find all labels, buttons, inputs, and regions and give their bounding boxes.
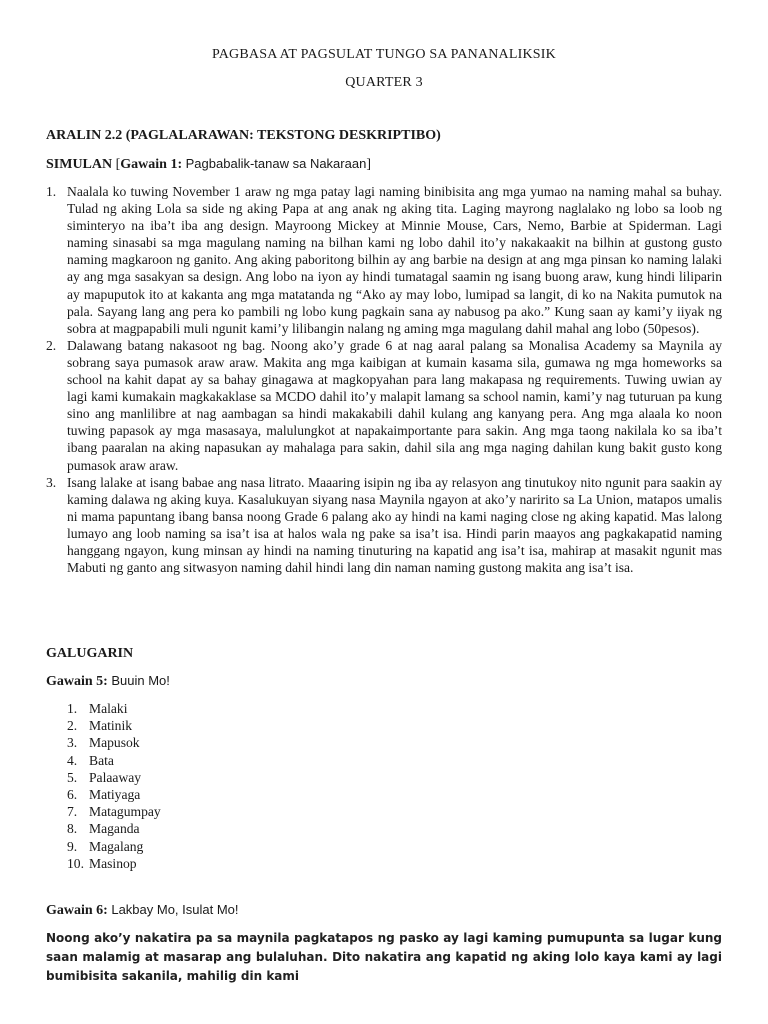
- list-item: [46, 183, 722, 337]
- gawain1-label: Gawain 1:: [120, 157, 183, 172]
- list-item: [46, 474, 722, 577]
- item-number: 5.: [67, 769, 78, 785]
- document-title: PAGBASA AT PAGSULAT TUNGO SA PANANALIKSIK: [212, 47, 556, 62]
- item-text: Mapusok: [89, 735, 140, 751]
- gawain5-title: Buuin Mo!: [111, 673, 170, 688]
- item-number: 3.: [46, 474, 57, 490]
- list-item: [67, 786, 161, 803]
- item-text: Masinop: [89, 855, 137, 871]
- list-item: [67, 838, 161, 855]
- simulan-heading: [46, 156, 722, 173]
- gawain6-heading: [46, 902, 722, 919]
- item-text: Matiyaga: [89, 787, 141, 803]
- galugarin-heading: GALUGARIN: [46, 646, 134, 661]
- bracket-open: [: [115, 157, 121, 172]
- lesson-heading: ARALIN 2.2 (PAGLALARAWAN: TEKSTONG DESKRIPTIBO): [46, 128, 441, 143]
- item-text: Naalala ko tuwing November 1 araw ng mga patay lagi naming binibisita ang mga yumao na naming mahal sa buhay. Tulad ng aking Lola sa side ng aking Papa at ang anak ng aking tita. Laging mayrong naglalako ng lobo sa loob ng siminteryo na iba’t iba ang design. Mayroong Mickey at Minnie Mouse, Cars, Nemo, Barbie at Spiderman. Lagi naming sinasabi sa mga magulang naming na bilhan kami ng lobo dahil ito’y nakakaakit na bilhin at gustong gusto naming magkaroon ng ganito. Ang aking paboritong bilhin ay ang barbie na design at ang mga pinsan ko naming lalaki ay ang mga sasakyan sa design. Ang lobo na iyon ay hindi tumatagal saamin ng isang buong araw, kung hindi liliparin ay mapuputok ito at kakanta ang mga matatanda ng “Ako ay may lobo, lumipad sa langit, di ko na Nakita pumutok na pala. Sayang lang ang pera ko pambili ng lobo kung pagkain sana ay nabusog pa ako.” Kung saan ay kami’y iiyak ng sobra at magpapabili muli ngunit kami’y lilibangin nalang ng aming mga magulang dahil mahal ang lobo (50pesos).: [67, 184, 722, 336]
- item-text: Malaki: [89, 701, 128, 716]
- list-item: [67, 855, 161, 872]
- list-item: [67, 820, 161, 837]
- list-item: [67, 803, 161, 820]
- item-text: Bata: [89, 752, 114, 768]
- item-number: 9.: [67, 838, 78, 854]
- gawain1-title: Pagbabalik-tanaw sa Nakaraan: [185, 156, 367, 171]
- list-item: [67, 734, 161, 751]
- list-item: [67, 700, 161, 717]
- gawain5-heading: [46, 673, 722, 690]
- item-text: Matagumpay: [89, 804, 161, 820]
- item-text: Magalang: [89, 838, 144, 854]
- item-number: 2.: [67, 718, 78, 734]
- item-number: 8.: [67, 821, 78, 837]
- quarter-label: QUARTER 3: [345, 75, 423, 90]
- simulan-label: SIMULAN: [46, 157, 113, 172]
- gawain5-label: Gawain 5:: [46, 674, 108, 689]
- item-number: 1.: [67, 701, 78, 716]
- list-item: [67, 717, 161, 734]
- item-number: 4.: [67, 752, 78, 768]
- essay-list: [46, 183, 722, 576]
- item-number: 1.: [46, 184, 57, 199]
- item-number: 2.: [46, 337, 57, 353]
- item-text: Isang lalake at isang babae ang nasa litrato. Maaaring isipin ng iba ay relasyon ang tinutukoy nito ngunit para saakin ay kaming dalawa ng aking kuya. Kasalukuyan siyang nasa Maynila ngayon at ako’y naririto sa La Union, matapos umalis ni mama papuntang ibang bansa noong Grade 6 palang ako ay hindi na kami naging close ng aking kapatid. Mas lalong lumayo ang loob naming sa isa’t isa at halos wala ng pake sa isa’t isa. Hindi parin maayos ang pagkakapatid naming hanggang ngayon, kung minsan ay hindi na naming tinuturing na kapatid ang isa’t isa, mahirap at masakit ngunit mas Mabuti ng ganto ang sitwasyon naming dahil hindi lang din naman naming gustong makita ang isa’t isa.: [67, 474, 722, 576]
- item-number: 6.: [67, 787, 78, 803]
- list-item: [46, 337, 722, 474]
- item-number: 3.: [67, 735, 78, 751]
- item-text: Maganda: [89, 821, 140, 837]
- word-list: [67, 700, 161, 872]
- bracket-close: ]: [366, 157, 371, 172]
- list-item: [67, 769, 161, 786]
- gawain6-label: Gawain 6:: [46, 903, 108, 918]
- item-number: 10.: [67, 855, 84, 871]
- essay-paragraph: Noong ako’y nakatira pa sa maynila pagkatapos ng pasko ay lagi kaming pumupunta sa lugar kung saan malamig at masarap ang bulaluhan. Dito nakatira ang kapatid ng aking lolo kaya kami ay lagi bumibisita sakanila, mahilig din kami: [46, 931, 722, 983]
- item-text: Matinik: [89, 718, 133, 734]
- item-text: Dalawang batang nakasoot ng bag. Noong ako’y grade 6 at nag aaral palang sa Monalisa Academy sa Maynila ay sobrang saya pumasok araw araw. Makita ang mga kaibigan at kumain kasama sila, gumawa ng mga homeworks sa school na kahit dapat ay sa bahay ginagawa at magkopyahan para lang makapasa ng requirements. Tuwing uwian ay lagi kami kumakain magkakaklase sa MCDO dahil ito’y malapit lamang sa school namin, kami’y nag tuturuan pa kung sino ang manlilibre at nag aambagan sa hindi makakabili dahil kulang ang kanyang pera. Ang mga alaala ko noon tuwing papasok ay mga masasaya, malulungkot at napakaimportante para sakin. Ang mga taong nakilala ko sa iba’t ibang paaralan na aking napasukan ay mahalaga para sakin, dahil sila ang mga naging dahilan kung bakit gusto kong pumasok araw araw.: [67, 337, 722, 473]
- item-number: 7.: [67, 804, 78, 820]
- item-text: Palaaway: [89, 769, 142, 785]
- list-item: [67, 752, 161, 769]
- gawain6-title: Lakbay Mo, Isulat Mo!: [111, 902, 239, 917]
